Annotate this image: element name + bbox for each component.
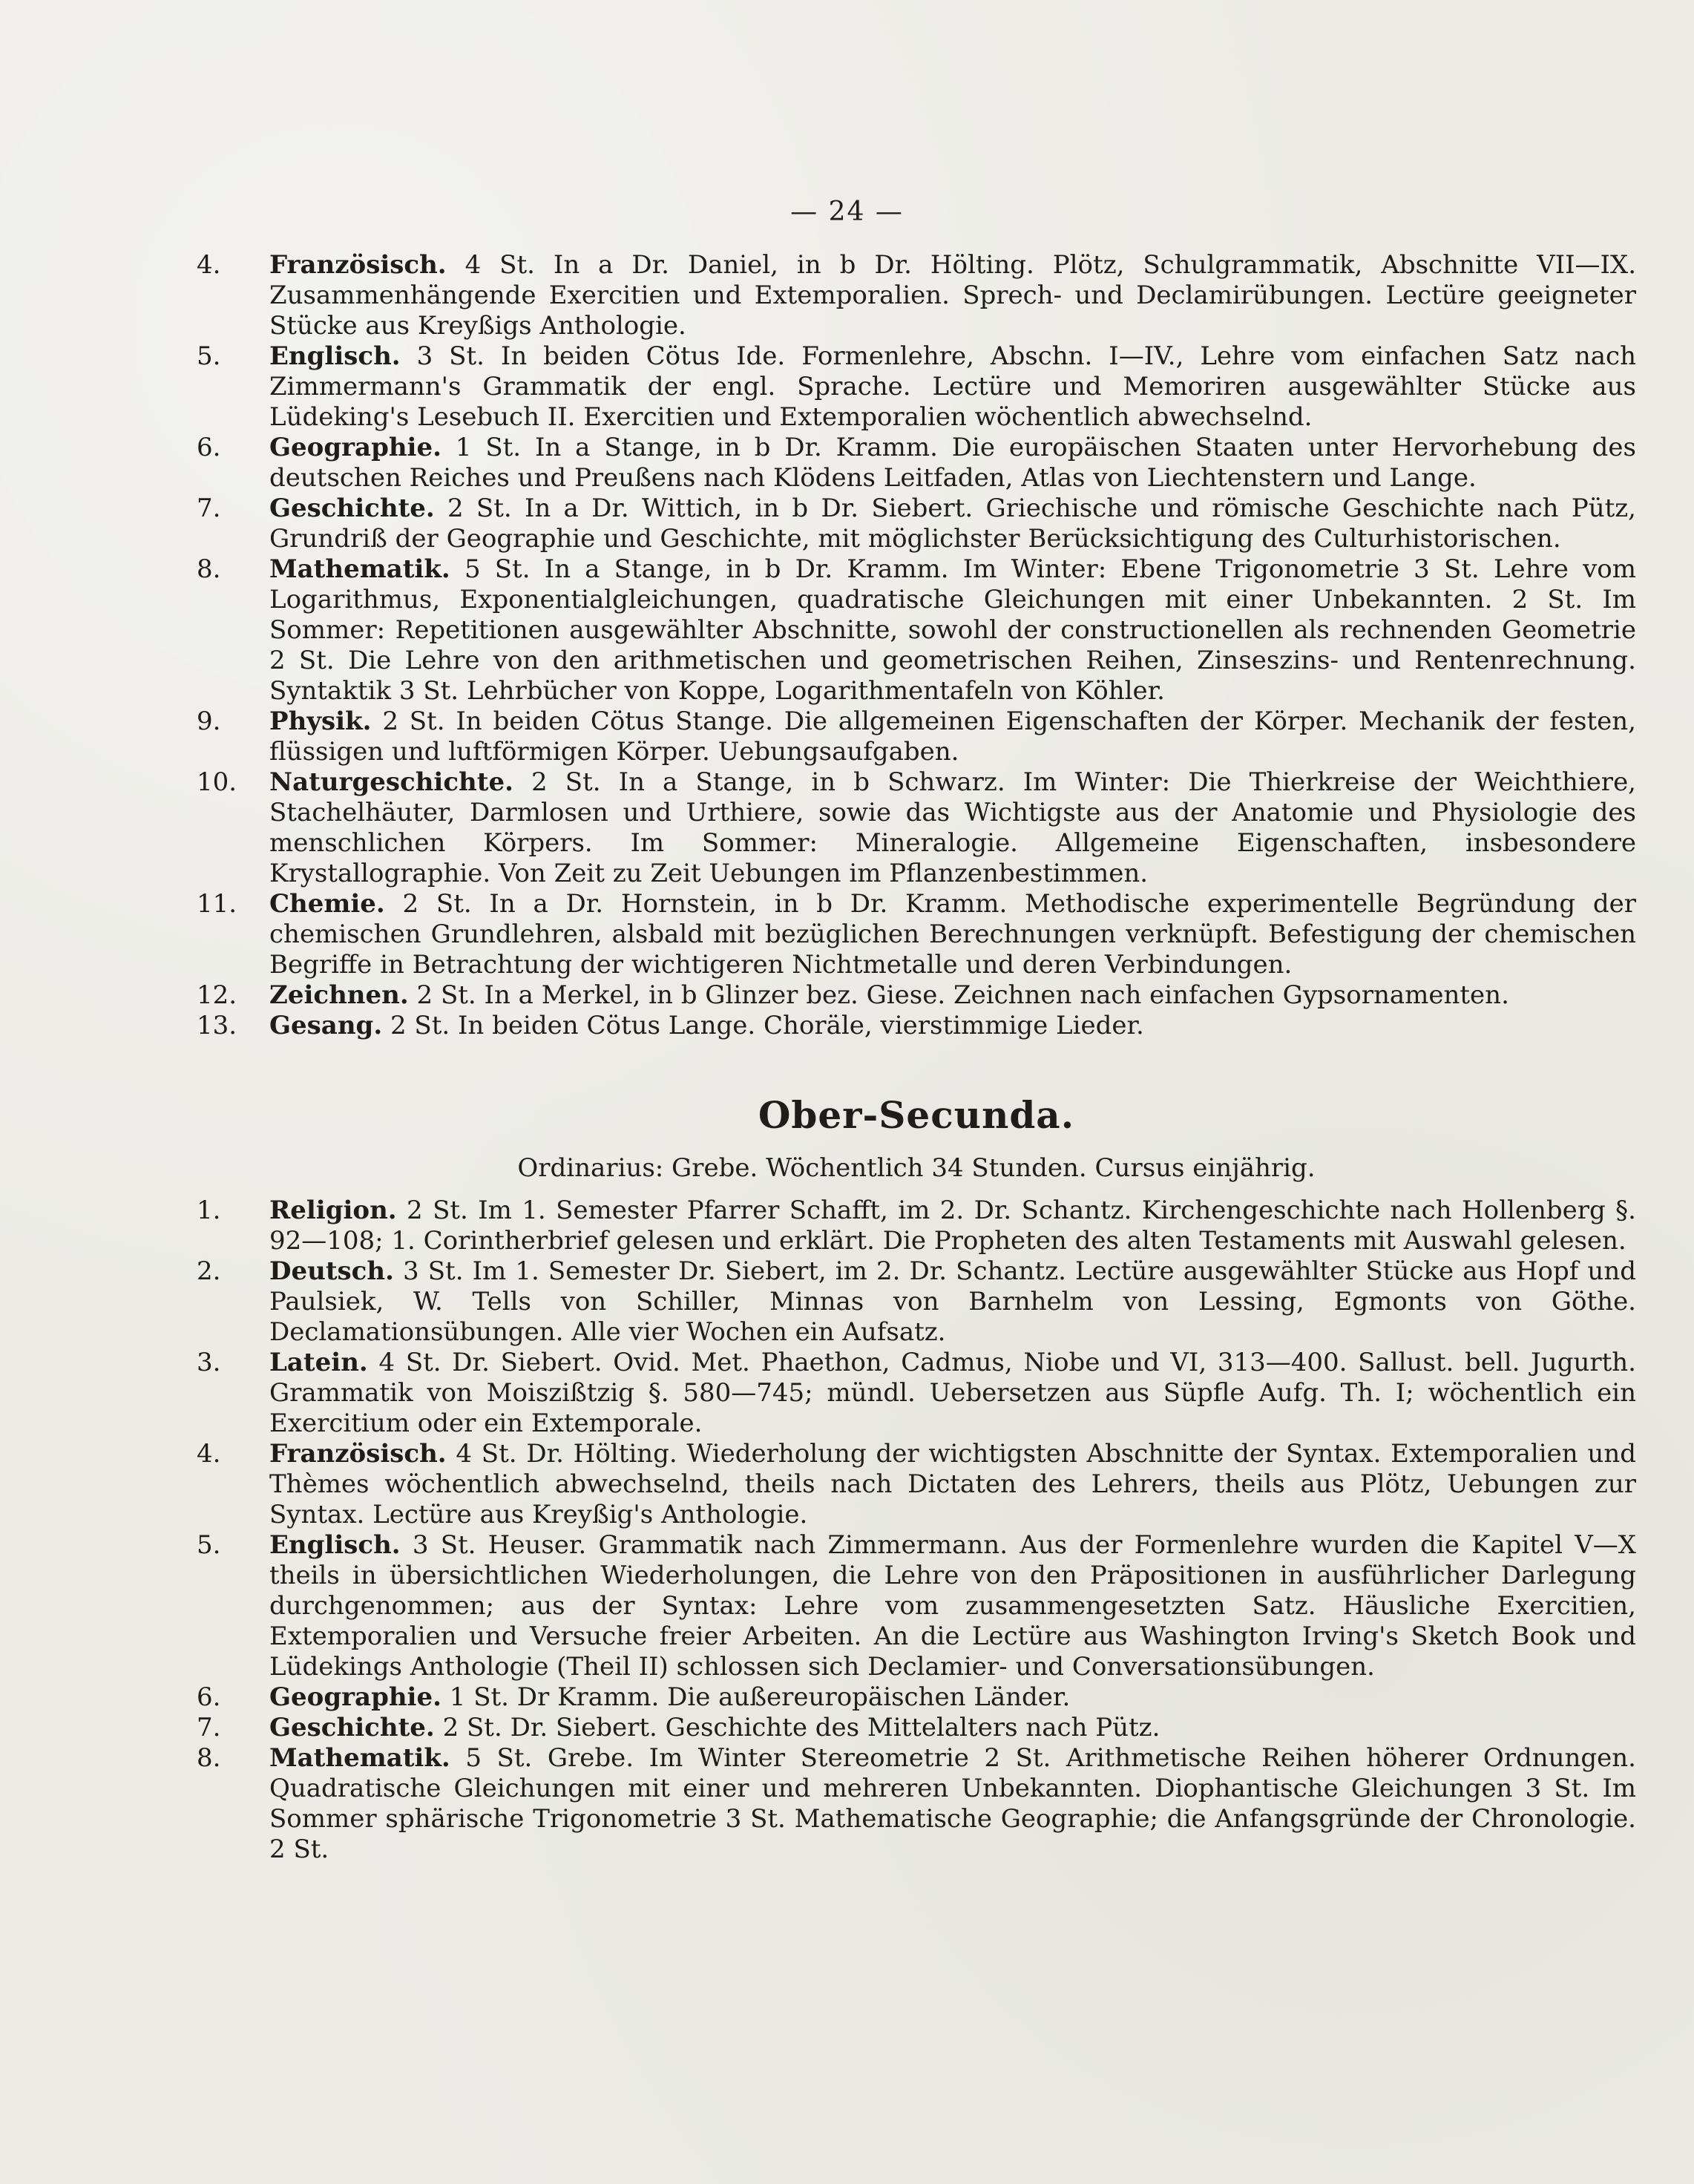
- item-text: 2 St. In beiden Cötus Lange. Choräle, vierstimmige Lieder.: [390, 1011, 1144, 1040]
- list-item: [197, 493, 1636, 554]
- item-text: 4 St. Dr. Siebert. Ovid. Met. Phaethon, Cadmus, Niobe und VI, 313—400. Sallust. bell. Jugurth. Grammatik von Moiszißtzig §. 580—745; mündl. Uebersetzen aus Süpfle Aufg. Th. I; wöchentlich ein Exercitium oder ein Extemporale.: [269, 1348, 1636, 1438]
- item-text: 4 St. In a Dr. Daniel, in b Dr. Hölting. Plötz, Schulgrammatik, Abschnitte VII—IX. Zusammenhängende Exercitien und Extemporalien. Sprech- und Declamirübungen. Lectüre geeigneter Stücke aus Kreyßigs Anthologie.: [269, 250, 1637, 341]
- item-number: 9.: [197, 706, 221, 736]
- list-item: [197, 1530, 1636, 1682]
- item-number: 5.: [197, 341, 221, 371]
- list-item: [197, 706, 1636, 767]
- item-text: 2 St. In a Stange, in b Schwarz. Im Winter: Die Thierkreise der Weichthiere, Stachelhäuter, Darmlosen und Urthiere, sowie das Wichtigste aus der Anatomie und Physiologie des menschlichen Körpers. Im Sommer: Mineralogie. Allgemeine Eigenschaften, insbesondere Krystallographie. Von Zeit zu Zeit Uebungen im Pflanzenbestimmen.: [269, 767, 1636, 888]
- item-text: 2 St. In a Merkel, in b Glinzer bez. Giese. Zeichnen nach einfachen Gypsornamenten.: [416, 980, 1509, 1010]
- list-item: [197, 1348, 1636, 1439]
- item-number: 13.: [197, 1011, 237, 1040]
- item-text: 3 St. Im 1. Semester Dr. Siebert, im 2. Dr. Schantz. Lectüre ausgewählter Stücke aus Hopf und Paulsiek, W. Tells von Schiller, Minnas von Barnhelm von Lessing, Egmonts von Göthe. Declamationsübungen. Alle vier Wochen ein Aufsatz.: [269, 1256, 1636, 1347]
- list-item: [197, 889, 1636, 980]
- item-text: 3 St. In beiden Cötus Ide. Formenlehre, Abschn. I—IV., Lehre vom einfachen Satz nach Zimmermann's Grammatik der engl. Sprache. Lectüre und Memoriren ausgewählter Stücke aus Lüdeking's Lesebuch II. Exercitien und Extemporalien wöchentlich abwechselnd.: [269, 341, 1636, 432]
- item-subject: Zeichnen.: [269, 980, 409, 1010]
- list-item: [197, 250, 1636, 341]
- page-number: — 24 —: [790, 197, 904, 227]
- item-number: 7.: [197, 493, 221, 523]
- item-subject: Religion.: [269, 1196, 397, 1225]
- item-subject: Französisch.: [269, 250, 447, 280]
- item-text: 4 St. Dr. Hölting. Wiederholung der wichtigsten Abschnitte der Syntax. Extemporalien und Thèmes wöchentlich abwechselnd, theils nach Dictaten des Lehrers, theils aus Plötz, Uebungen zur Syntax. Lectüre aus Kreyßig's Anthologie.: [269, 1439, 1636, 1529]
- section-title: Ober-Secunda.: [758, 1093, 1075, 1137]
- item-subject: Physik.: [269, 706, 372, 736]
- list-item: [197, 1196, 1636, 1256]
- list-item: [197, 433, 1636, 493]
- item-number: 12.: [197, 980, 237, 1010]
- item-subject: Mathematik.: [269, 1743, 450, 1773]
- item-text: 2 St. Dr. Siebert. Geschichte des Mittelalters nach Pütz.: [442, 1713, 1160, 1742]
- list-item: [197, 767, 1636, 889]
- list-item: [197, 1743, 1636, 1865]
- list-item: [197, 341, 1636, 433]
- item-subject: Chemie.: [269, 889, 385, 919]
- item-text: 1 St. Dr Kramm. Die außereuropäischen Länder.: [449, 1682, 1071, 1712]
- item-subject: Geographie.: [269, 433, 441, 462]
- item-text: 2 St. In beiden Cötus Stange. Die allgemeinen Eigenschaften der Körper. Mechanik der festen, flüssigen und luftförmigen Körper. Uebungsaufgaben.: [269, 706, 1636, 767]
- item-subject: Deutsch.: [269, 1256, 394, 1286]
- item-number: 7.: [197, 1713, 221, 1742]
- item-subject: Englisch.: [269, 341, 401, 371]
- list-item: [197, 1256, 1636, 1348]
- item-subject: Naturgeschichte.: [269, 767, 513, 797]
- item-number: 6.: [197, 1682, 221, 1712]
- item-subject: Englisch.: [269, 1530, 401, 1560]
- item-subject: Geschichte.: [269, 493, 435, 523]
- item-subject: Gesang.: [269, 1011, 383, 1040]
- section-info: Ordinarius: Grebe. Wöchentlich 34 Stunden. Cursus einjährig.: [517, 1153, 1316, 1183]
- item-subject: Geschichte.: [269, 1713, 435, 1742]
- item-subject: Geographie.: [269, 1682, 441, 1712]
- list-item: [197, 980, 1636, 1011]
- item-text: 2 St. Im 1. Semester Pfarrer Schafft, im 2. Dr. Schantz. Kirchengeschichte nach Hollenberg §. 92—108; 1. Corintherbrief gelesen und erklärt. Die Propheten des alten Testaments mit Auswahl gelesen.: [269, 1196, 1636, 1256]
- item-number: 1.: [197, 1196, 221, 1225]
- item-subject: Französisch.: [269, 1439, 447, 1469]
- list-item: [197, 1439, 1636, 1530]
- item-number: 4.: [197, 1439, 221, 1469]
- item-text: 5 St. In a Stange, in b Dr. Kramm. Im Winter: Ebene Trigonometrie 3 St. Lehre vom Logarithmus, Exponentialgleichungen, quadratische Gleichungen mit einer Unbekannten. 2 St. Im Sommer: Repetitionen ausgewählter Abschnitte, sowohl der constructionellen als rechnenden Geometrie 2 St. Die Lehre von den arithmetischen und geometrischen Reihen, Zinseszins- und Rentenrechnung. Syntaktik 3 St. Lehrbücher von Koppe, Logarithmentafeln von Köhler.: [269, 554, 1636, 706]
- item-text: 2 St. In a Dr. Wittich, in b Dr. Siebert. Griechische und römische Geschichte nach Pütz, Grundriß der Geographie und Geschichte, mit möglichster Berücksichtigung des Culturhistorischen.: [269, 493, 1636, 554]
- item-number: 8.: [197, 554, 221, 584]
- item-text: 1 St. In a Stange, in b Dr. Kramm. Die europäischen Staaten unter Hervorhebung des deutschen Reiches und Preußens nach Klödens Leitfaden, Atlas von Liechtenstern und Lange.: [269, 433, 1637, 493]
- item-number: 11.: [197, 889, 237, 919]
- item-text: 5 St. Grebe. Im Winter Stereometrie 2 St. Arithmetische Reihen höherer Ordnungen. Quadratische Gleichungen mit einer und mehreren Unbekannten. Diophantische Gleichungen 3 St. Im Sommer sphärische Trigonometrie 3 St. Mathematische Geographie; die Anfangsgründe der Chronologie. 2 St.: [269, 1743, 1636, 1864]
- item-number: 3.: [197, 1348, 221, 1377]
- list-item: [197, 1682, 1636, 1713]
- item-number: 6.: [197, 433, 221, 462]
- item-number: 10.: [197, 767, 237, 797]
- list-item: [197, 1011, 1636, 1041]
- item-subject: Mathematik.: [269, 554, 450, 584]
- item-subject: Latein.: [269, 1348, 368, 1377]
- item-text: 2 St. In a Dr. Hornstein, in b Dr. Kramm. Methodische experimentelle Begründung der chemischen Grundlehren, alsbald mit bezüglichen Berechnungen verknüpft. Befestigung der chemischen Begriffe in Betrachtung der wichtigeren Nichtmetalle und deren Verbindungen.: [269, 889, 1636, 980]
- document-body: [197, 250, 1636, 1865]
- item-text: 3 St. Heuser. Grammatik nach Zimmermann. Aus der Formenlehre wurden die Kapitel V—X theils in übersichtlichen Wiederholungen, die Lehre von den Präpositionen in ausführlicher Darlegung durchgenommen; aus der Syntax: Lehre vom zusammengesetzten Satz. Häusliche Exercitien, Extemporalien und Versuche freier Arbeiten. An die Lectüre aus Washington Irving's Sketch Book und Lüdekings Anthologie (Theil II) schlossen sich Declamier- und Conversationsübungen.: [269, 1530, 1636, 1682]
- item-number: 2.: [197, 1256, 221, 1286]
- item-number: 5.: [197, 1530, 221, 1560]
- list-item: [197, 554, 1636, 706]
- item-number: 8.: [197, 1743, 221, 1773]
- list-item: [197, 1713, 1636, 1743]
- item-number: 4.: [197, 250, 221, 280]
